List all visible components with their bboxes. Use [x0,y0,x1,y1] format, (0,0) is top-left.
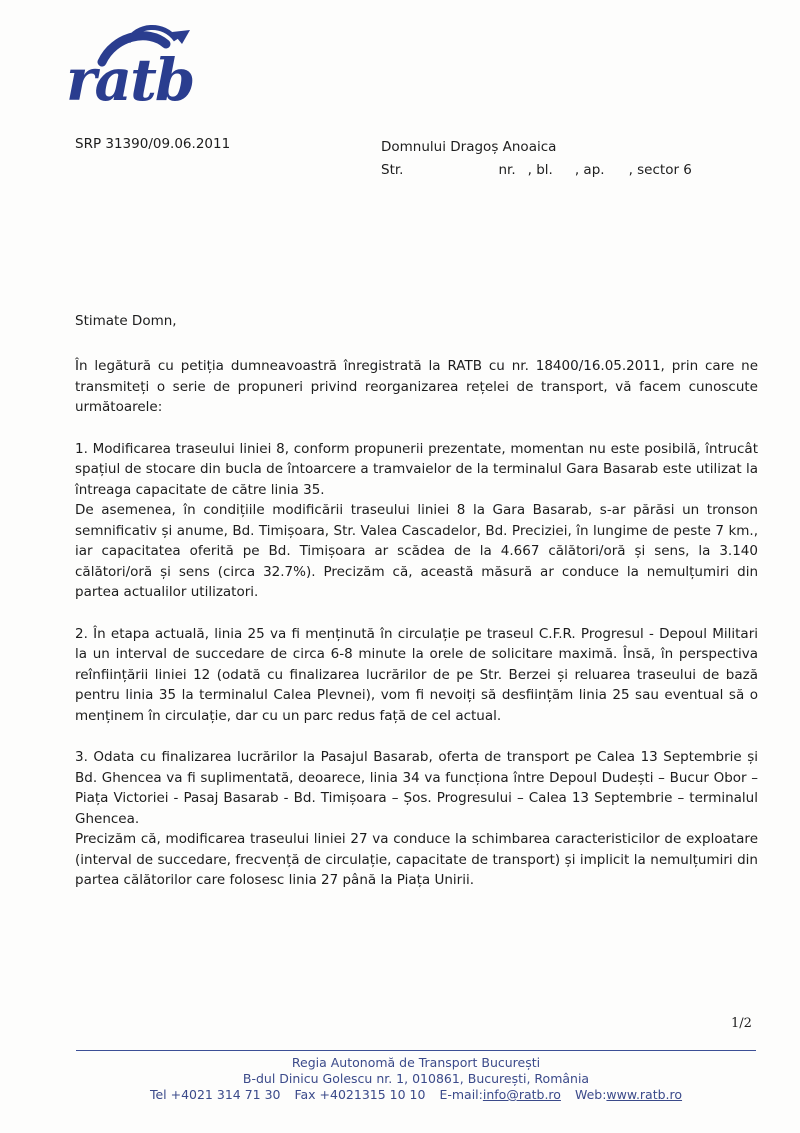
reference-number: SRP 31390/09.06.2011 [75,136,231,152]
address-street-label: Str. [381,162,404,178]
footer-divider [76,1050,756,1051]
letterhead-footer [76,1055,756,1103]
ratb-logo [62,22,222,112]
address-nr-label: nr. [498,162,516,178]
footer-address: B-dul Dinicu Golescu nr. 1, 010861, București, România [242,1071,590,1086]
footer-web-link[interactable]: www.ratb.ro [606,1087,683,1102]
point-3-paragraph: 3. Odata cu finalizarea lucrărilor la Pasajul Basarab, oferta de transport pe Calea 13 Septembrie și Bd. Ghencea va fi suplimentată, deoarece, linia 34 va funcționa între Depoul Dudești – Bucur Obor – Piața Victoriei - Pasaj Basarab - Bd. Timișoara – Șos. Progresului – Calea 13 Septembrie – terminalul Ghencea. [75,749,758,827]
recipient-name: Domnului Dragoș Anoaica [381,139,557,155]
footer-email-label: E-mail: [439,1087,483,1102]
footer-company: Regia Autonomă de Transport București [291,1055,541,1070]
point-1-paragraph: 1. Modificarea traseului liniei 8, conform propunerii prezentate, momentan nu este posibilă, întrucât spațiul de stocare din bucla de întoarcere a tramvaielor de la terminalul Gara Basarab este utilizat la întreaga capacitate de către linia 35. [75,440,758,498]
address-ap-label: , ap. [574,162,605,178]
svg-text:ratb: ratb [66,46,194,112]
recipient-address [381,159,692,182]
intro-paragraph: În legătură cu petiția dumneavoastră înregistrată la RATB cu nr. 18400/16.05.2011, prin care ne transmiteți o serie de propuneri privind reorganizarea rețelei de transport, vă facem cunoscute următoarele: [75,358,758,415]
footer-web [575,1087,682,1103]
footer-email-link[interactable]: info@ratb.ro [482,1087,561,1102]
footer-email [439,1087,560,1103]
letter-body [75,356,758,912]
footer-contact [76,1087,756,1103]
point-1-continuation: De asemenea, în condițiile modificării traseului liniei 8 la Gara Basarab, s-ar părăsi un tronson semnificativ și anume, Bd. Timișoara, Str. Valea Cascadelor, Bd. Preciziei, în lungime de peste 7 km., iar capacitatea oferită pe Bd. Timișoara ar scădea de la 4.667 călători/oră și sens, la 3.140 călători/oră și sens (circa 32.7%). Precizăm că, această măsură ar conduce la nemulțumiri din partea actualilor utilizatori. [75,502,758,600]
footer-web-label: Web: [574,1087,607,1102]
point-2-paragraph: 2. În etapa actuală, linia 25 va fi menținută în circulație pe traseul C.F.R. Progresul - Depoul Militari la un interval de succedare de circa 6-8 minute la orele de solicitare maximă. Însă, în perspectiva reînființării liniei 12 (odată cu finalizarea lucrărilor de pe Str. Berzei și reluarea traseului de bază pentru linia 35 la terminalul Calea Plevnei), vom fi nevoiți să desființăm linia 25 sau eventual să o menținem în circulație, dar cu un parc redus față de cel actual. [75,625,758,724]
salutation: Stimate Domn, [75,313,177,329]
point-3-continuation: Precizăm că, modificarea traseului liniei 27 va conduce la schimbarea caracteristicilor de exploatare (interval de succedare, frecvență de circulație, capacitate de transport) și implicit la nemulțumiri din partea călătorilor care folosesc linia 27 până la Piața Unirii. [75,831,758,888]
recipient-block [381,136,692,182]
address-bl-label: , bl. [527,162,553,178]
footer-tel: Tel +4021 314 71 30 [149,1087,281,1102]
page-number: 1/2 [731,1016,752,1031]
footer-fax: Fax +4021315 10 10 [294,1087,426,1102]
address-sector: , sector 6 [628,162,692,178]
